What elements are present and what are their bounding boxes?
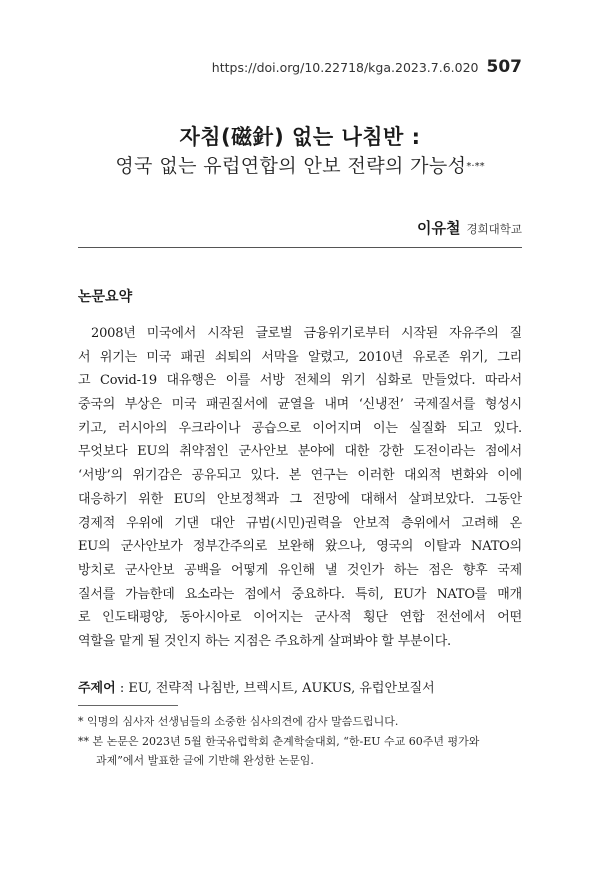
abstract-line: ‘서방’의 위기감은 공유되고 있다. 본 연구는 이러한 대외적 변화와 이에: [78, 468, 522, 484]
abstract-line: 질서를 가늠한데 요소라는 점에서 중요하다. 특히, EU가 NATO를 매개: [78, 586, 522, 602]
abstract-line: 방치로 군사안보 공백을 어떻게 유인해 낼 것인가 하는 점은 향후 국제: [78, 562, 522, 578]
abstract-line: 서 위기는 미국 패권 쇠퇴의 서막을 알렸고, 2010년 유로존 위기, 그리: [78, 349, 522, 365]
page-number: 507: [486, 57, 522, 77]
title-divider: [78, 247, 522, 248]
doi-link[interactable]: https://doi.org/10.22718/kga.2023.7.6.020: [211, 60, 479, 75]
paper-title-line1: 자침(磁針) 없는 나침반 :: [179, 125, 421, 149]
abstract-line: EU의 군사안보가 정부간주의로 보완해 왔으나, 영국의 이탈과 NATO의: [78, 539, 522, 555]
abstract-body: [78, 322, 522, 654]
abstract-line: 키고, 러시아의 우크라이나 공습으로 이어지며 이는 실질화 되고 있다.: [78, 420, 522, 436]
footnote-1: * 익명의 심사자 선생님들의 소중한 심사의견에 감사 말씀드립니다.: [78, 715, 399, 728]
running-header: [212, 57, 522, 77]
footnote-2-line1: ** 본 논문은 2023년 5월 한국유럽학회 춘계학술대회, “한-EU 수교 60주년 평가와: [78, 735, 480, 748]
abstract-line: 경제적 우위에 기댄 대안 규범(시민)권력을 안보적 층위에서 고려해 온: [78, 515, 522, 531]
title-footnote-marks: *·**: [466, 161, 485, 172]
keywords-list: : EU, 전략적 나침반, 브렉시트, AUKUS, 유럽안보질서: [115, 681, 435, 696]
keywords-label: 주제어: [78, 681, 116, 696]
paper-title-line2: [0, 151, 600, 178]
abstract-line: 고 Covid-19 대유행은 이를 서방 전체의 위기 심화로 만들었다. 따라서: [78, 373, 522, 389]
footnote-divider: [78, 705, 178, 706]
abstract-line: 로 인도태평양, 동아시아로 이어지는 군사적 횡단 연합 전선에서 어떤: [78, 610, 522, 626]
footnote-2-line2: 과제”에서 발표한 글에 기반해 완성한 논문임.: [96, 754, 314, 767]
abstract-line: 중국의 부상은 미국 패권질서에 균열을 내며 ‘신냉전’ 국제질서를 형성시: [78, 397, 522, 413]
footnote-2: [78, 733, 479, 768]
author-name: 이유철: [416, 219, 461, 237]
abstract-line: 대응하기 위한 EU의 안보정책과 그 전망에 대해서 살펴보았다. 그동안: [78, 491, 522, 507]
abstract-line: 무엇보다 EU의 취약점인 군사안보 분야에 대한 강한 도전이라는 점에서: [78, 444, 522, 460]
paper-subtitle: 영국 없는 유럽연합의 안보 전략의 가능성: [115, 155, 467, 177]
abstract-heading: 논문요약: [78, 289, 133, 305]
abstract-line: 2008년 미국에서 시작된 글로벌 금융위기로부터 시작된 자유주의 질: [91, 326, 522, 341]
keywords: [78, 677, 435, 696]
author-block: [417, 217, 522, 238]
abstract-line: 역할을 맡게 될 것인지 하는 지점은 주요하게 살펴봐야 할 부분이다.: [78, 633, 451, 649]
author-affiliation: 경희대학교: [466, 222, 522, 236]
